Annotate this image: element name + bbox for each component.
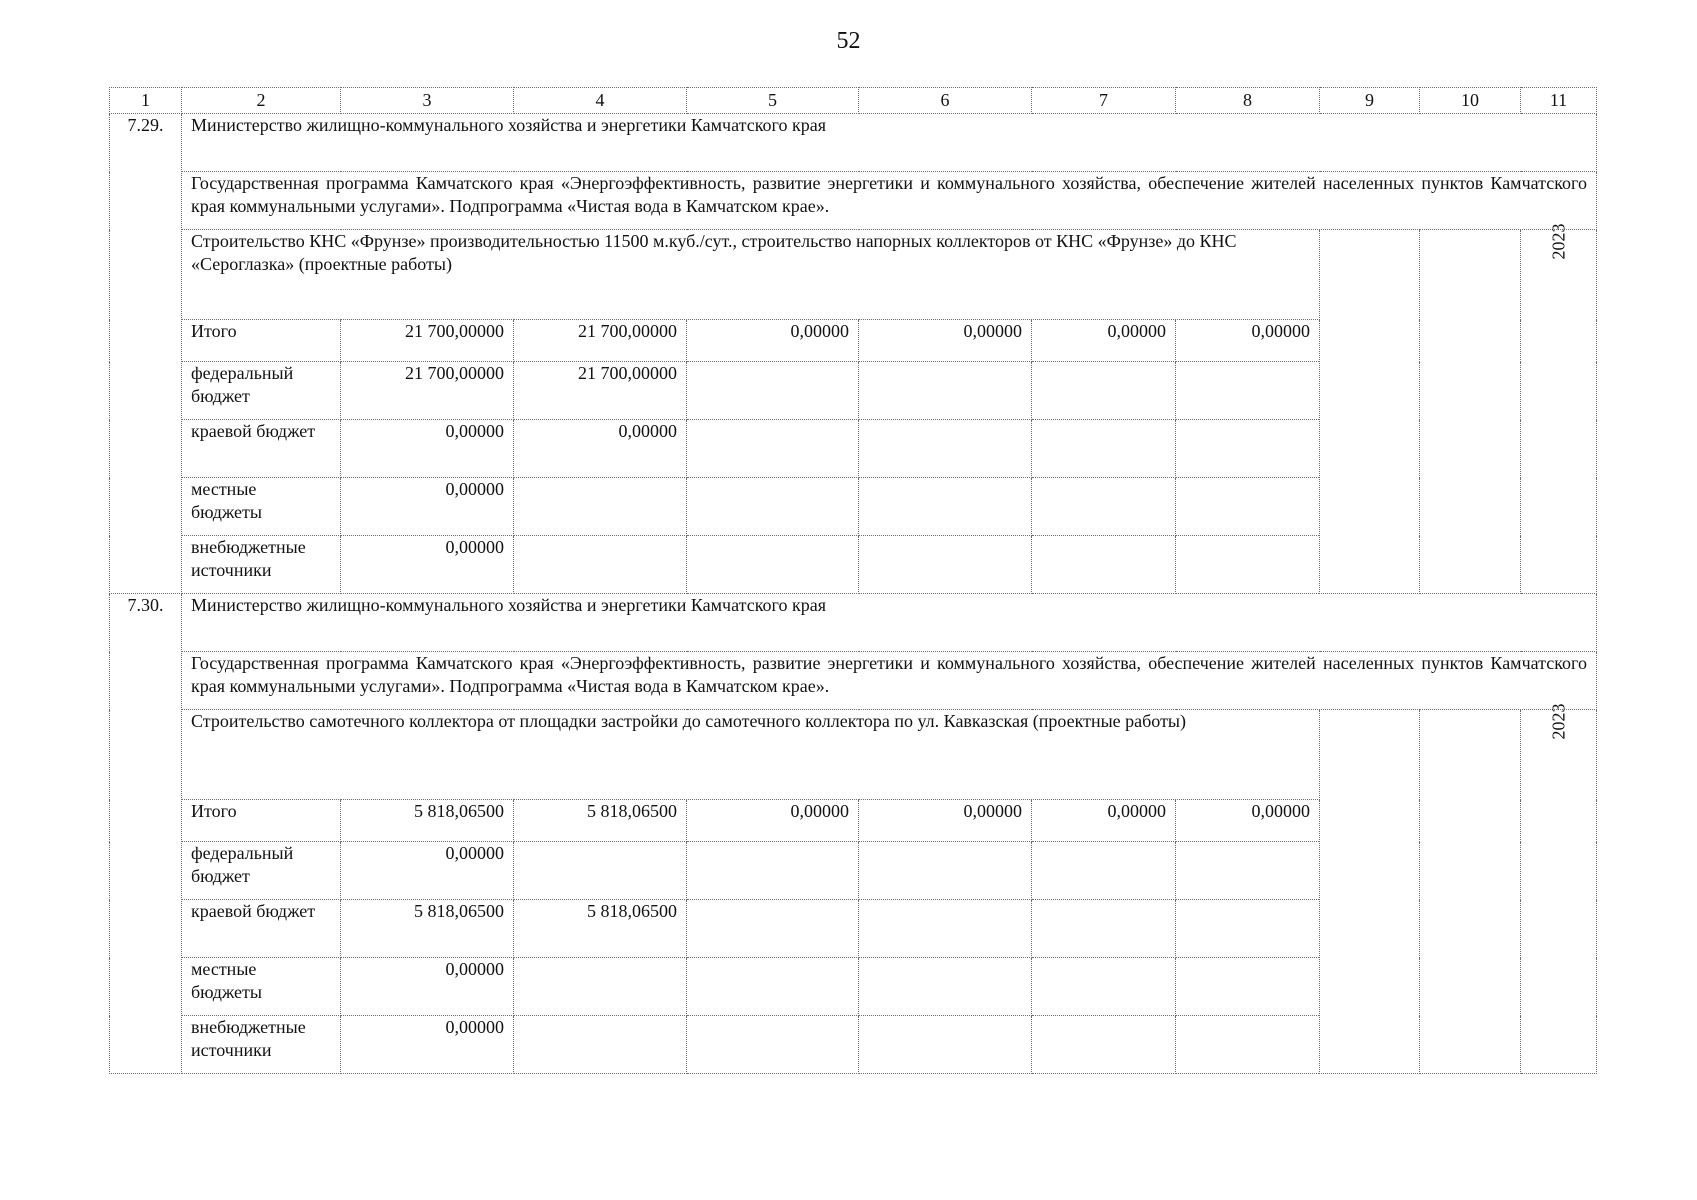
amount-cell: 0,00000 <box>687 800 859 842</box>
amount-cell <box>1032 958 1176 1016</box>
amount-cell: 0,00000 <box>687 320 859 362</box>
amount-cell <box>1032 420 1176 478</box>
funding-source-label: местные бюджеты <box>182 958 341 1016</box>
amount-cell <box>1032 842 1176 900</box>
funding-source-label: внебюджетные источники <box>182 536 341 594</box>
amount-cell <box>1032 478 1176 536</box>
amount-cell <box>1176 536 1320 594</box>
project-name: Строительство самотечного коллектора от площадки застройки до самотечного коллектора по ул. Кавказская (проектные работы) <box>182 710 1320 800</box>
funding-source-label: краевой бюджет <box>182 420 341 478</box>
amount-cell: 0,00000 <box>1176 320 1320 362</box>
amount-cell <box>687 420 859 478</box>
amount-cell <box>859 842 1032 900</box>
column-9-cell <box>1320 710 1420 1074</box>
ministry-name: Министерство жилищно-коммунального хозяйства и энергетики Камчатского края <box>182 114 1597 172</box>
program-row <box>110 652 1597 710</box>
amount-cell: 0,00000 <box>341 478 514 536</box>
amount-cell <box>1032 362 1176 420</box>
amount-cell <box>1176 478 1320 536</box>
amount-cell <box>1176 842 1320 900</box>
column-number: 7 <box>1032 88 1176 114</box>
amount-cell: 0,00000 <box>1032 800 1176 842</box>
amount-cell: 0,00000 <box>341 536 514 594</box>
column-number: 8 <box>1176 88 1320 114</box>
amount-cell <box>859 536 1032 594</box>
funding-source-label: федеральный бюджет <box>182 842 341 900</box>
funding-source-label: местные бюджеты <box>182 478 341 536</box>
completion-year <box>1521 703 1597 1074</box>
column-number: 2 <box>182 88 341 114</box>
financing-table <box>109 87 1597 1074</box>
column-number: 6 <box>859 88 1032 114</box>
amount-cell <box>859 478 1032 536</box>
column-number: 3 <box>341 88 514 114</box>
amount-cell <box>687 478 859 536</box>
amount-cell <box>859 958 1032 1016</box>
column-number: 9 <box>1320 88 1420 114</box>
item-code: 7.30. <box>110 594 182 1074</box>
column-number-row <box>110 88 1597 114</box>
amount-cell: 21 700,00000 <box>514 362 687 420</box>
ministry-row <box>110 114 1597 172</box>
amount-cell: 0,00000 <box>859 320 1032 362</box>
column-number: 1 <box>110 88 182 114</box>
funding-source-label: федеральный бюджет <box>182 362 341 420</box>
amount-cell: 0,00000 <box>341 842 514 900</box>
amount-cell <box>514 1016 687 1074</box>
column-number: 10 <box>1420 88 1521 114</box>
column-number: 5 <box>687 88 859 114</box>
amount-cell <box>1176 958 1320 1016</box>
amount-cell <box>1176 900 1320 958</box>
project-row <box>110 710 1597 800</box>
amount-cell <box>1032 900 1176 958</box>
amount-cell <box>687 1016 859 1074</box>
column-10-cell <box>1420 230 1521 594</box>
amount-cell <box>687 362 859 420</box>
funding-source-label: краевой бюджет <box>182 900 341 958</box>
ministry-row <box>110 594 1597 652</box>
column-9-cell <box>1320 230 1420 594</box>
project-row <box>110 230 1597 320</box>
amount-cell: 21 700,00000 <box>341 362 514 420</box>
page-number: 52 <box>836 28 861 54</box>
amount-cell <box>687 900 859 958</box>
amount-cell <box>514 478 687 536</box>
funding-source-label: Итого <box>182 800 341 842</box>
program-name: Государственная программа Камчатского края «Энергоэффективность, развитие энергетики и коммунального хозяйства, обеспечение жителей населенных пунктов Камчатского края коммунальными услугами». Подпрограмма «Чистая вода в Камчатском крае». <box>182 652 1597 710</box>
program-row <box>110 172 1597 230</box>
amount-cell <box>1176 420 1320 478</box>
column-number: 11 <box>1521 88 1597 114</box>
amount-cell: 0,00000 <box>1032 320 1176 362</box>
amount-cell: 5 818,06500 <box>514 800 687 842</box>
amount-cell <box>1176 362 1320 420</box>
amount-cell: 0,00000 <box>341 958 514 1016</box>
amount-cell <box>687 536 859 594</box>
funding-source-label: внебюджетные источники <box>182 1016 341 1074</box>
program-name: Государственная программа Камчатского края «Энергоэффективность, развитие энергетики и коммунального хозяйства, обеспечение жителей населенных пунктов Камчатского края коммунальными услугами». Подпрограмма «Чистая вода в Камчатском крае». <box>182 172 1597 230</box>
amount-cell <box>514 536 687 594</box>
amount-cell: 0,00000 <box>859 800 1032 842</box>
amount-cell <box>859 420 1032 478</box>
amount-cell <box>687 842 859 900</box>
amount-cell: 0,00000 <box>341 1016 514 1074</box>
amount-cell: 0,00000 <box>514 420 687 478</box>
amount-cell: 21 700,00000 <box>341 320 514 362</box>
amount-cell <box>1176 1016 1320 1074</box>
amount-cell <box>687 958 859 1016</box>
amount-cell: 0,00000 <box>341 420 514 478</box>
amount-cell: 21 700,00000 <box>514 320 687 362</box>
amount-cell: 0,00000 <box>1176 800 1320 842</box>
completion-year-text: 2023 <box>1548 703 1568 740</box>
amount-cell: 5 818,06500 <box>341 900 514 958</box>
amount-cell: 5 818,06500 <box>514 900 687 958</box>
amount-cell <box>1032 1016 1176 1074</box>
amount-cell <box>514 958 687 1016</box>
column-number: 4 <box>514 88 687 114</box>
amount-cell <box>859 1016 1032 1074</box>
amount-cell <box>514 842 687 900</box>
funding-source-label: Итого <box>182 320 341 362</box>
completion-year <box>1521 223 1597 594</box>
project-name: Строительство КНС «Фрунзе» производительностью 11500 м.куб./сут., строительство напорных коллекторов от КНС «Фрунзе» до КНС «Сероглазка» (проектные работы) <box>182 230 1320 320</box>
amount-cell <box>1032 536 1176 594</box>
amount-cell <box>859 362 1032 420</box>
column-10-cell <box>1420 710 1521 1074</box>
ministry-name: Министерство жилищно-коммунального хозяйства и энергетики Камчатского края <box>182 594 1597 652</box>
amount-cell <box>859 900 1032 958</box>
item-code: 7.29. <box>110 114 182 594</box>
completion-year-text: 2023 <box>1548 223 1568 260</box>
amount-cell: 5 818,06500 <box>341 800 514 842</box>
